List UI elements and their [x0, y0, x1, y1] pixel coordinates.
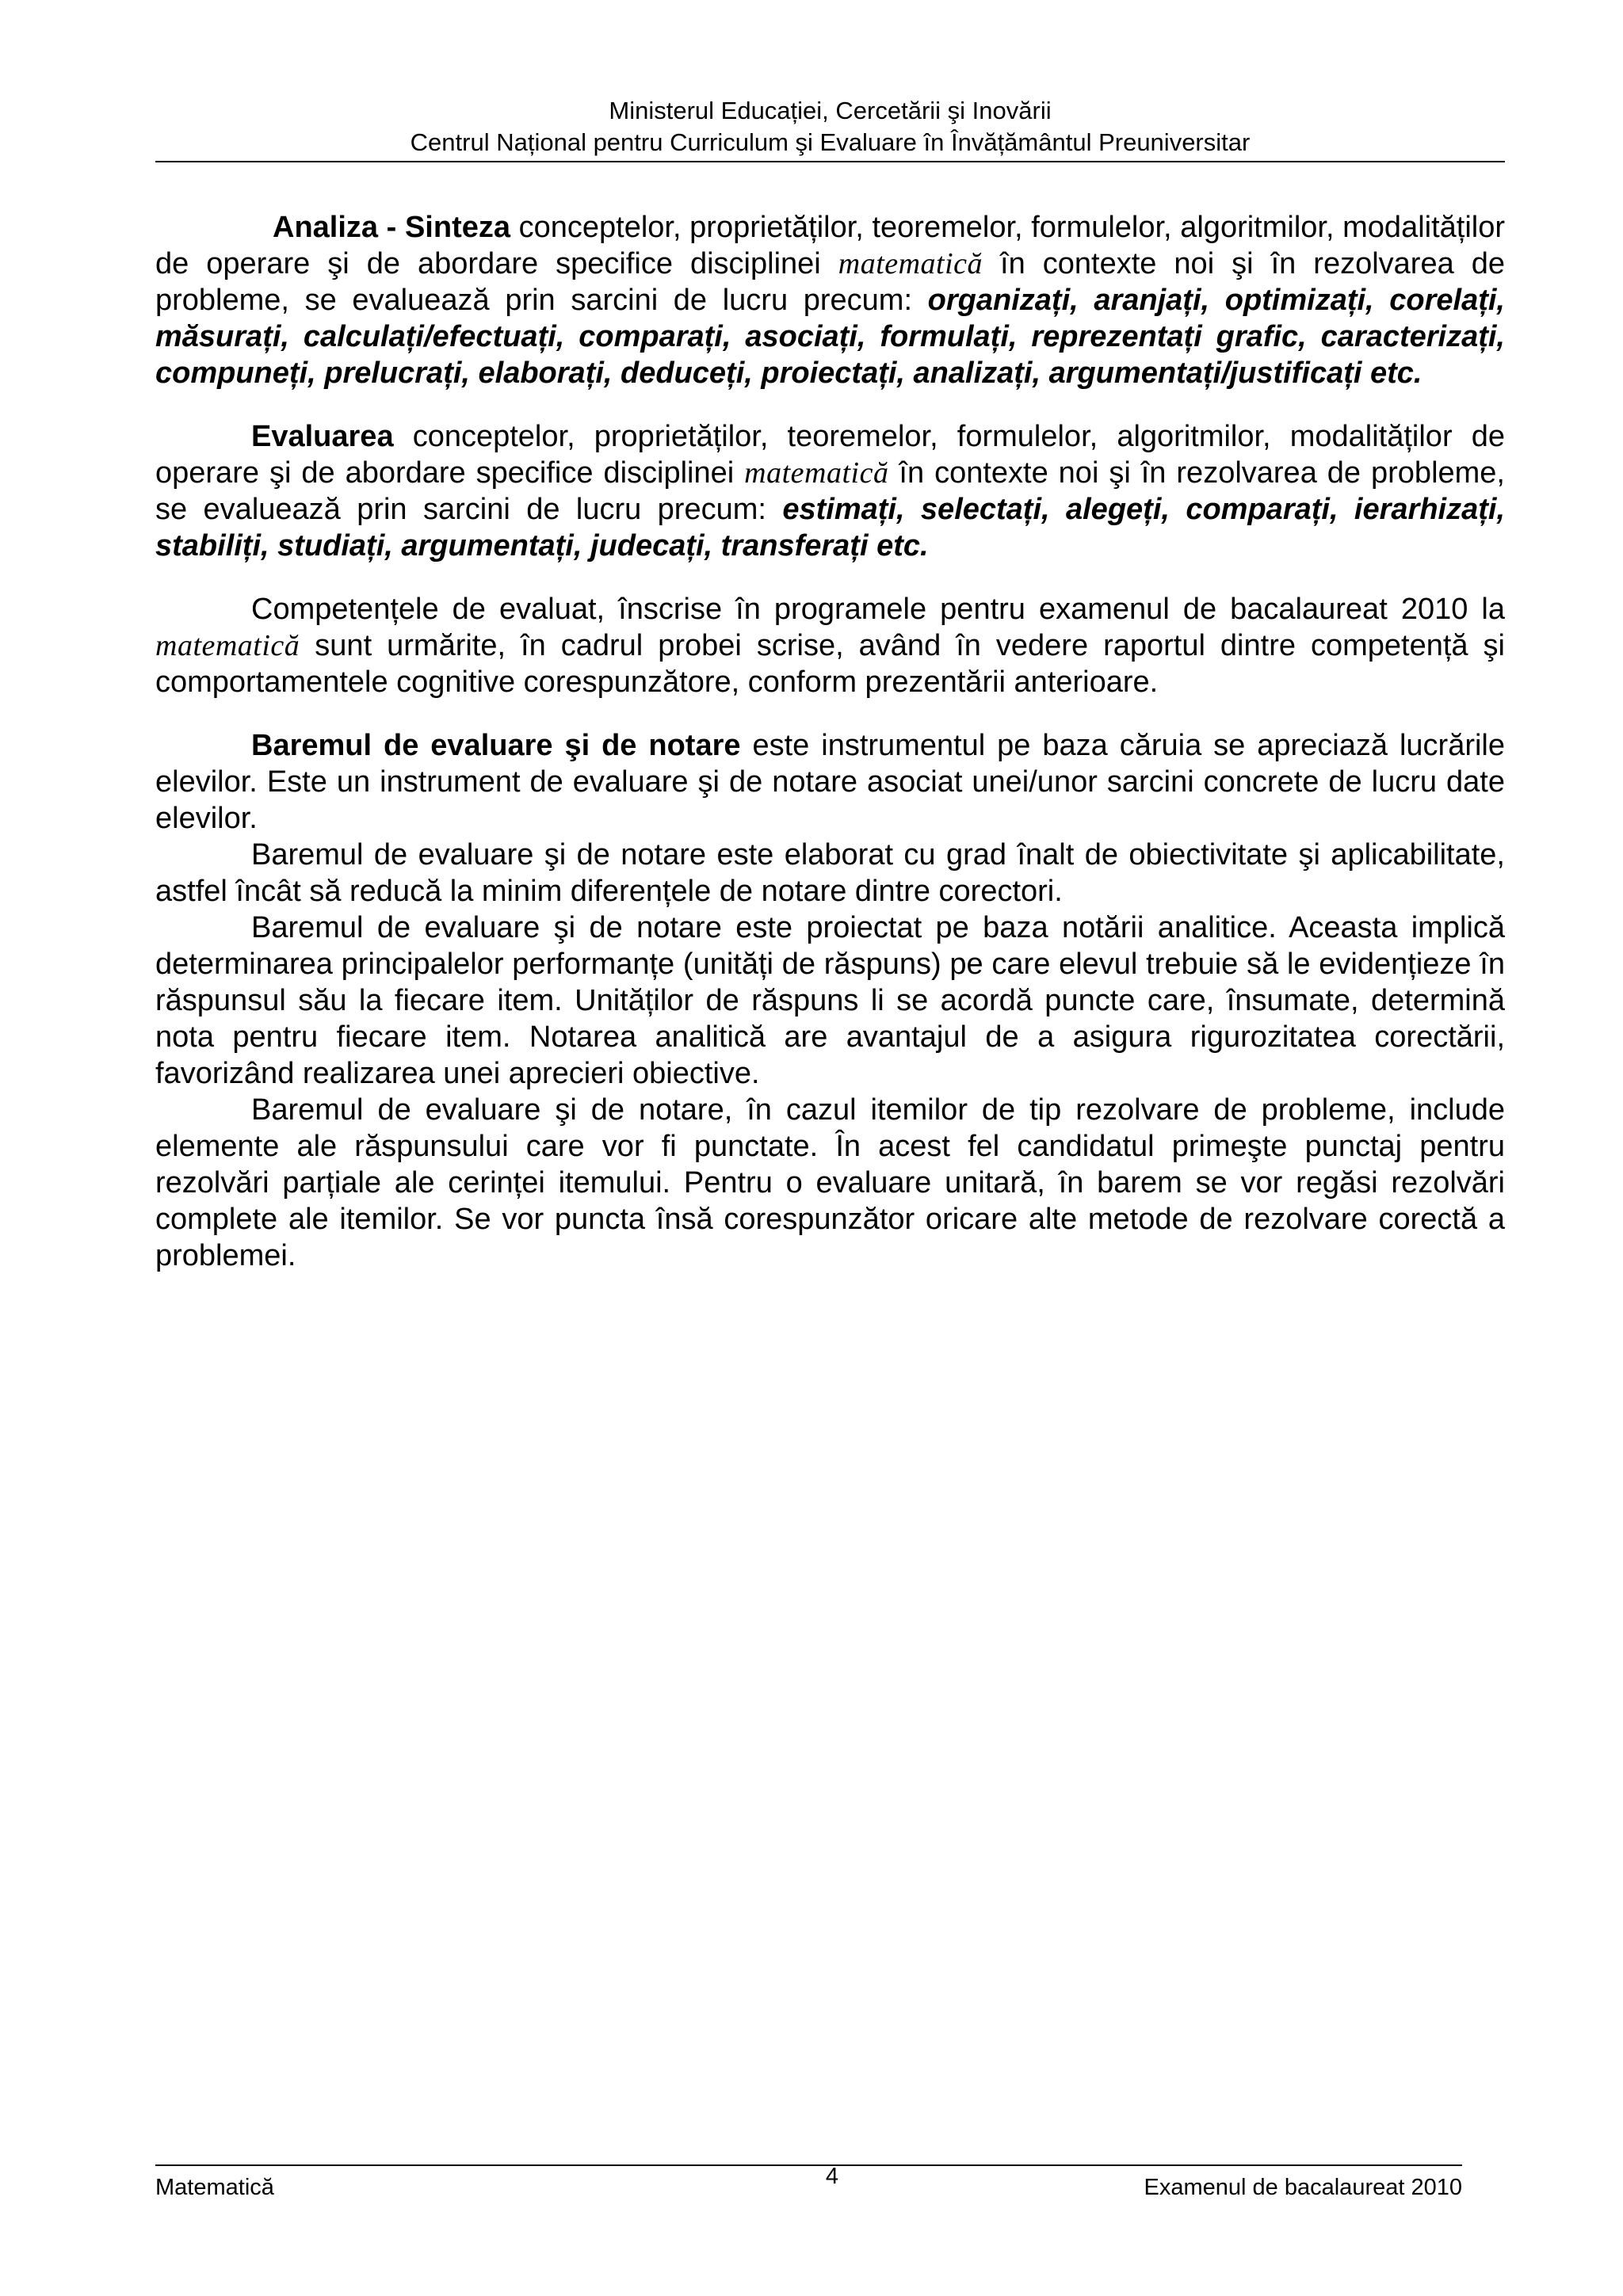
page-number: 4 — [825, 2164, 839, 2189]
paragraph-text: în contexte noi şi în rezolvarea de probleme, se evaluează prin sarcini de lucru precum: — [155, 247, 1506, 317]
paragraph-analiza-sinteza — [155, 209, 1505, 391]
paragraph-text: Competențele de evaluat, înscrise în programele pentru examenul de bacalaureat 2010 la — [251, 593, 1505, 626]
document-body — [155, 209, 1505, 1274]
term-analiza-sinteza: Analiza - Sinteza — [273, 211, 510, 244]
task-verbs: estimați, selectați, alegeți, comparați, ierarhizați, stabiliți, studiați, argumentați, judecați, transferați etc. — [155, 493, 1505, 563]
paragraph-text: conceptelor, proprietăților, teoremelor, formulelor, algoritmilor, modalităților de operare şi de abordare specifice disciplinei — [155, 420, 1505, 490]
page-header — [155, 95, 1505, 162]
subject-name: matematică — [155, 629, 300, 662]
subject-name: matematică — [838, 247, 983, 280]
header-ministry: Ministerul Educației, Cercetării şi Inovării — [609, 97, 1052, 124]
footer-exam: Examenul de bacalaureat 2010 — [1144, 2175, 1462, 2200]
task-verbs: organizați, aranjați, optimizați, corelați, măsurați, calculați/efectuați, comparați, asociați, formulați, reprezentați grafic, caracterizați, compuneți, prelucrați, elaborați, deduceți, proiectați, analizați, argumentați/justificați etc. — [155, 284, 1505, 390]
paragraph-baremul-intro — [155, 727, 1505, 837]
paragraph-text: sunt urmărite, în cadrul probei scrise, având în vedere raportul dintre competență şi comportamentele cognitive corespunzătore, conform prezentării anterioare. — [155, 629, 1505, 699]
paragraph-baremul-probleme: Baremul de evaluare şi de notare, în cazul itemilor de tip rezolvare de probleme, include elemente ale răspunsului care vor fi punctate. În acest fel candidatul primeşte punctaj pentru rezolvări parțiale ale cerinței itemului. Pentru o evaluare unitară, în barem se vor regăsi rezolvări complete ale itemilor. Se vor puncta însă corespunzător oricare alte metode de rezolvare corectă a problemei. — [155, 1093, 1505, 1272]
paragraph-evaluarea — [155, 418, 1505, 564]
footer-subject: Matematică — [155, 2175, 274, 2200]
paragraph-baremul-obiectivitate: Baremul de evaluare şi de notare este elaborat cu grad înalt de obiectivitate şi aplicabilitate, astfel încât să reducă la minim diferențele de notare dintre corectori. — [155, 838, 1505, 908]
paragraph-text: în contexte noi şi în rezolvarea de probleme, se evaluează prin sarcini de lucru precum: — [155, 456, 1505, 526]
term-evaluarea: Evaluarea — [251, 420, 394, 453]
paragraph-baremul-analitic: Baremul de evaluare şi de notare este proiectat pe baza notării analitice. Aceasta implică determinarea principalelor performanțe (unități de răspuns) pe care elevul trebuie să le evidențieze în răspunsul său la fiecare item. Unităților de răspuns li se acordă puncte care, însumate, determină nota pentru fiecare item. Notarea analitică are avantajul de a asigura rigurozitatea corectării, favorizând realizarea unei aprecieri obiective. — [155, 911, 1505, 1090]
paragraph-text: este instrumentul pe baza căruia se apreciază lucrările elevilor. Este un instrument de evaluare şi de notare asociat unei/unor sarcini concrete de lucru date elevilor. — [155, 729, 1505, 835]
paragraph-competente — [155, 591, 1505, 700]
term-baremul: Baremul de evaluare şi de notare — [251, 729, 741, 762]
subject-name: matematică — [744, 456, 889, 490]
header-center: Centrul Național pentru Curriculum şi Evaluare în Învățământul Preuniversitar — [410, 128, 1251, 156]
paragraph-text: conceptelor, proprietăților, teoremelor, formulelor, algoritmilor, modalităților de operare şi de abordare specifice disciplinei — [155, 211, 1506, 280]
